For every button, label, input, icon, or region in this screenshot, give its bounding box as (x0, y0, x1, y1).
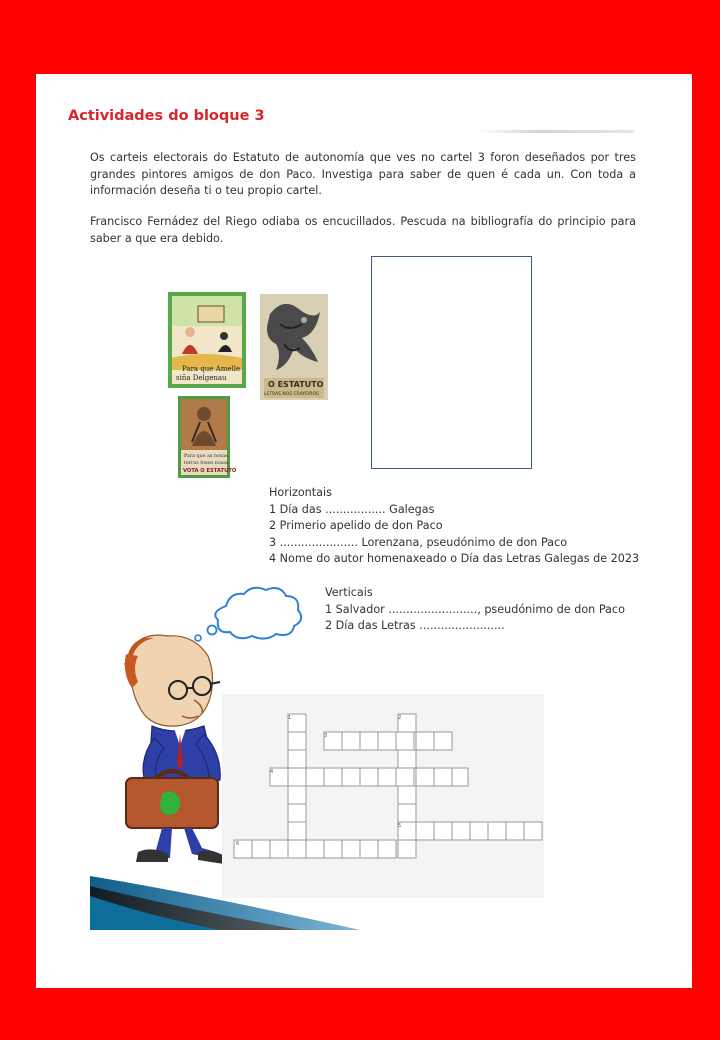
crossword-cell[interactable] (324, 840, 342, 858)
crossword-cell[interactable] (288, 732, 306, 750)
crossword-grid[interactable] (222, 694, 546, 904)
crossword-cell[interactable] (360, 768, 378, 786)
crossword-cell[interactable] (398, 840, 416, 858)
poster-1-line-2: siña Delgenau (176, 374, 227, 382)
poster-2-line-2: LETRAS NOS CRAYEIROS (264, 392, 319, 397)
crossword-cell[interactable] (360, 840, 378, 858)
horizontal-clue-4: 4 Nome do autor homenaxeado o Día das Letras Galegas de 2023 (269, 552, 640, 565)
crossword-number-1: 1 (288, 715, 292, 721)
crossword-cell[interactable] (288, 768, 306, 786)
crossword-cell[interactable] (488, 822, 506, 840)
crossword-cell[interactable] (398, 786, 416, 804)
crossword-cell[interactable] (288, 822, 306, 840)
poster-1 (168, 292, 246, 388)
horizontal-heading: Horizontais (269, 486, 332, 499)
crossword-number-6: 6 (236, 841, 240, 847)
instruction-paragraph-2: Francisco Fernádez del Riego odiaba os encucillados. Pescuda na bibliografía do principio para saber a que era debido. (90, 215, 636, 245)
poster-1-line-1: Para que Amelle (182, 365, 241, 373)
crossword-cell[interactable] (342, 768, 360, 786)
crossword-cell[interactable] (306, 768, 324, 786)
crossword-cell[interactable] (288, 840, 306, 858)
crossword-cell[interactable] (416, 822, 434, 840)
crossword-cell[interactable] (416, 768, 434, 786)
crossword-cell[interactable] (342, 732, 360, 750)
crossword-cell[interactable] (434, 732, 452, 750)
decorative-swoosh (90, 874, 370, 936)
poster-drawing-area[interactable] (371, 256, 532, 469)
crossword-cell[interactable] (398, 804, 416, 822)
crossword-cell[interactable] (506, 822, 524, 840)
crossword-number-3: 3 (324, 733, 328, 739)
crossword-number-5: 5 (398, 823, 402, 829)
title-underline (476, 130, 634, 133)
page-title: Actividades do bloque 3 (68, 108, 265, 124)
crossword-number-4: 4 (270, 769, 274, 775)
crossword-cell[interactable] (324, 768, 342, 786)
horizontal-clue-2: 2 Primerio apelido de don Paco (269, 519, 443, 532)
worksheet-page (36, 74, 692, 988)
crossword-cell[interactable] (252, 840, 270, 858)
crossword-cell[interactable] (378, 768, 396, 786)
crossword-cell[interactable] (524, 822, 542, 840)
poster-3 (178, 396, 237, 478)
vertical-heading: Verticais (325, 586, 373, 599)
poster-2-line-1: O ESTATUTO (268, 380, 324, 389)
crossword-cell[interactable] (378, 732, 396, 750)
crossword-cell[interactable] (450, 768, 468, 786)
crossword-cell[interactable] (378, 840, 396, 858)
crossword-cell[interactable] (288, 750, 306, 768)
horizontal-clue-1: 1 Día das ................. Galegas (269, 502, 435, 516)
crossword-cell[interactable] (288, 786, 306, 804)
crossword-cell[interactable] (360, 732, 378, 750)
crossword-cell[interactable] (396, 732, 414, 750)
vertical-clue-1: 1 Salvador ........................., pseudónimo de don Paco (325, 602, 625, 616)
instruction-paragraph-1: Os carteis electorais do Estatuto de autonomía que ves no cartel 3 foron deseñados por tres grandes pintores amigos de don Paco. Investiga para saber de quen é cada un. Con toda a información deseña ti o teu propio cartel. (90, 151, 636, 197)
crossword-cell[interactable] (342, 840, 360, 858)
poster-3-line-1: Para que as nosas (184, 454, 228, 459)
crossword-cell[interactable] (434, 822, 452, 840)
vertical-clue-2: 2 Día das Letras ........................ (325, 619, 505, 632)
crossword-cell[interactable] (306, 840, 324, 858)
crossword-cell[interactable] (270, 840, 288, 858)
vertical-clues (325, 585, 625, 635)
crossword-cell[interactable] (434, 768, 452, 786)
poster-3-line-2: terras fosen nosas (184, 461, 229, 466)
horizontal-clue-3: 3 ...................... Lorenzana, pseudónimo de don Paco (269, 535, 568, 549)
poster-2 (260, 294, 328, 400)
crossword-cell[interactable] (470, 822, 488, 840)
crossword-cell[interactable] (288, 804, 306, 822)
poster-3-line-3: VOTA O ESTATUTO (183, 468, 237, 474)
crossword-cell[interactable] (416, 732, 434, 750)
crossword-number-2: 2 (398, 715, 402, 721)
horizontal-clues (269, 485, 639, 568)
crossword-cell[interactable] (398, 750, 416, 768)
crossword-cell[interactable] (452, 822, 470, 840)
crossword-cell[interactable] (396, 768, 414, 786)
